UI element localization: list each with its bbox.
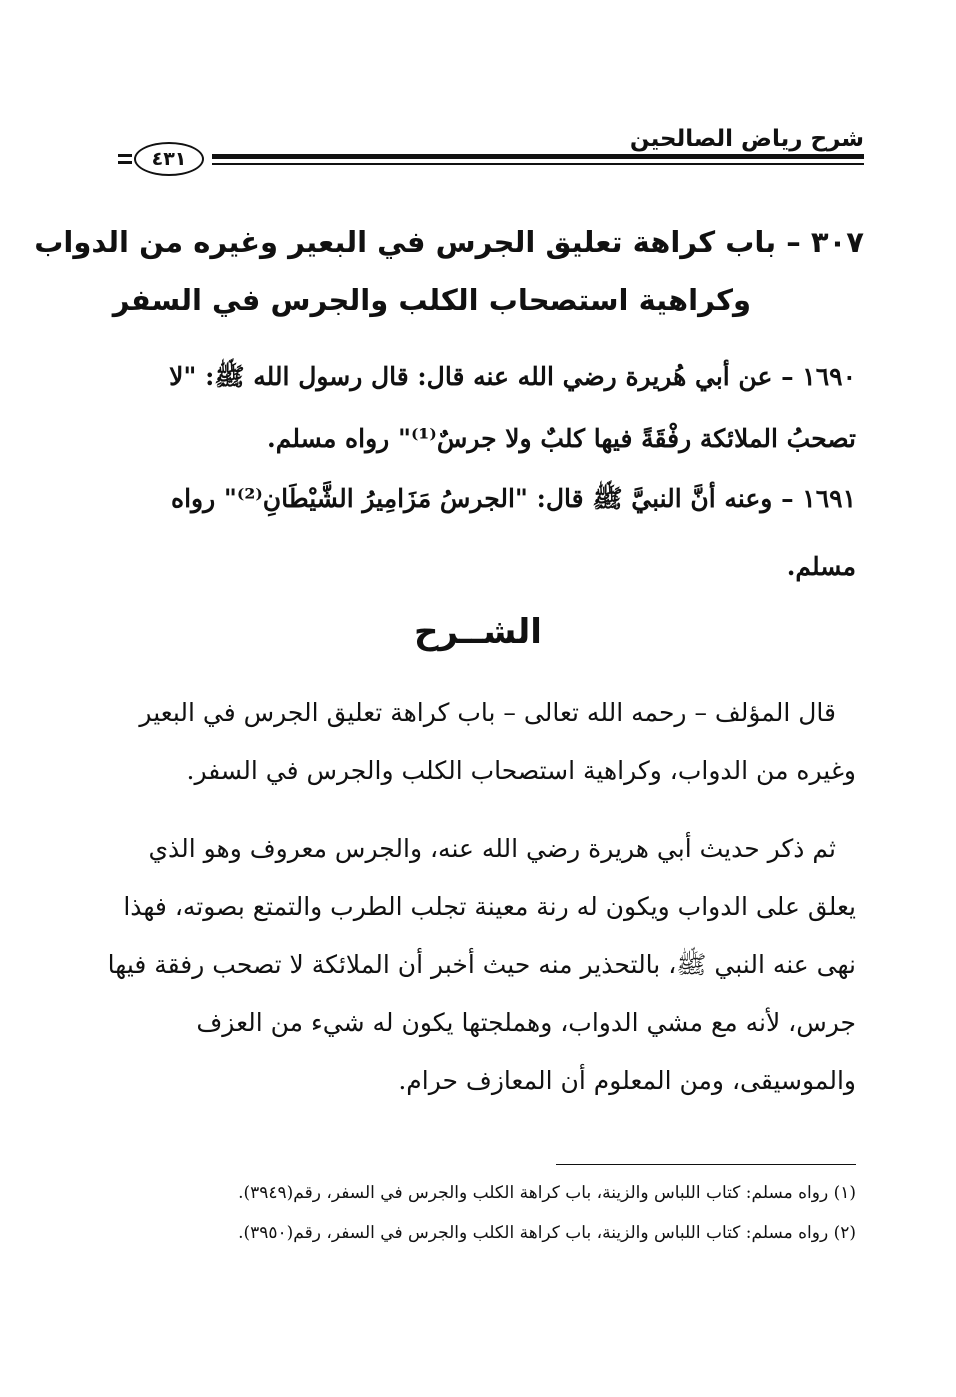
footnote-2: (٢) رواه مسلم: كتاب اللباس والزينة، باب كراهة الكلب والجرس في السفر، رقم(٣٩٥٠). — [238, 1223, 856, 1243]
hadith-1690-line-1: ١٦٩٠ – عن أبي هُريرة رضي الله عنه قال: قال رسول الله ﷺ: "لا — [169, 362, 856, 391]
commentary-p2-line-1: ثم ذكر حديث أبي هريرة رضي الله عنه، والجرس معروف وهو الذي — [148, 834, 836, 863]
commentary-p2-line-3: نهى عنه النبي ﷺ، بالتحذير منه حيث أخبر أن الملائكة لا تصحب رفقة فيها — [107, 950, 856, 979]
commentary-p1-line-2: وغيره من الدواب، وكراهية استصحاب الكلب والجرس في السفر. — [186, 756, 856, 785]
page-number: ٤٣١ — [134, 142, 204, 176]
chapter-title-line-1: ٣٠٧ – باب كراهة تعليق الجرس في البعير وغيره من الدواب — [34, 225, 864, 259]
footnote-1: (١) رواه مسلم: كتاب اللباس والزينة، باب كراهة الكلب والجرس في السفر، رقم(٣٩٤٩). — [238, 1183, 856, 1203]
header-rule-thick — [212, 154, 864, 159]
commentary-heading: الشــرح — [414, 612, 542, 652]
commentary-p2-line-4: جرس، لأنه مع مشي الدواب، وهملجتها يكون له شيء من العزف — [196, 1008, 856, 1037]
footnote-separator — [556, 1164, 856, 1165]
commentary-p2-line-2: يعلق على الدواب ويكون له رنة معينة تجلب الطرب والتمتع بصوته، فهذا — [123, 892, 856, 921]
running-title: شرح رياض الصالحين — [629, 126, 864, 152]
chapter-title-line-2: وكراهية استصحاب الكلب والجرس في السفر — [112, 283, 751, 317]
header-ornament — [118, 154, 132, 168]
hadith-1691-line-2: مسلم. — [786, 552, 856, 581]
hadith-1690-line-2: تصحبُ الملائكة رفْقَةً فيها كلبٌ ولا جرسٌ⁽¹⁾" رواه مسلم. — [267, 424, 856, 453]
commentary-p1-line-1: قال المؤلف – رحمه الله تعالى – باب كراهة تعليق الجرس في البعير — [139, 698, 836, 727]
hadith-1691-line-1: ١٦٩١ – وعنه أنَّ النبيَّ ﷺ قال: "الجرسُ مَزَامِيرُ الشَّيْطَانِ⁽²⁾" رواه — [170, 484, 856, 513]
commentary-p2-line-5: والموسيقى، ومن المعلوم أن المعازف حرام. — [398, 1066, 856, 1095]
header-rule-thin — [212, 163, 864, 165]
